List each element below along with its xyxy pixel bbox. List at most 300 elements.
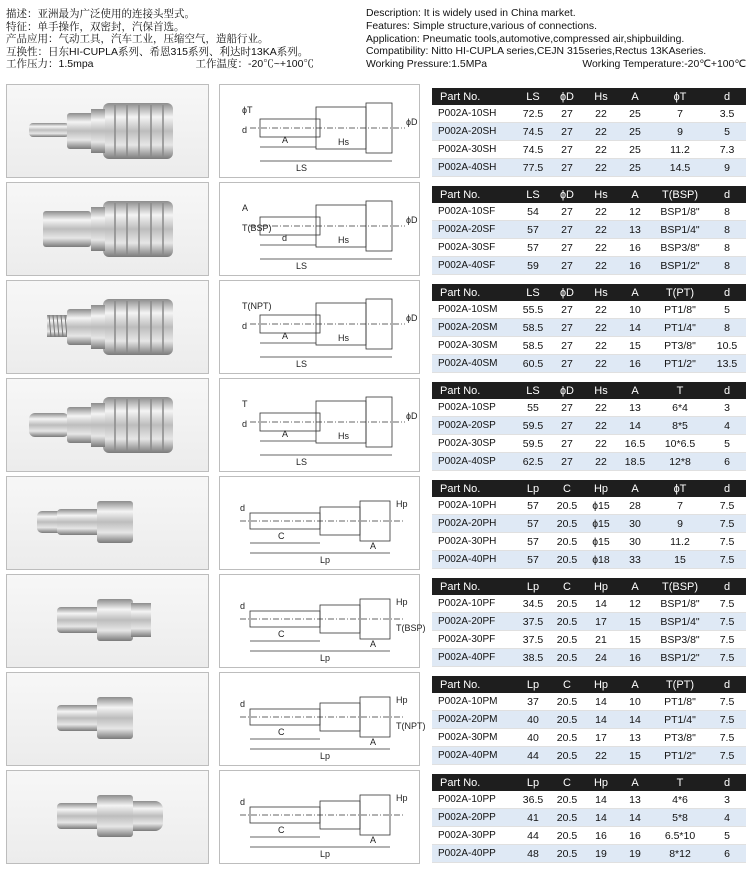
spec-table: [432, 774, 746, 863]
dimension-label: Lp: [320, 751, 331, 761]
column-header: Part No.: [432, 774, 516, 791]
dimension-label: Hs: [338, 431, 349, 441]
part-number-cell: P002A-30PP: [432, 827, 516, 845]
spec-cell: 8: [708, 257, 746, 275]
spec-cell: 77.5: [516, 159, 550, 177]
spec-cell: 25: [618, 105, 652, 123]
spec-cell: 17: [584, 613, 618, 631]
part-number-cell: P002A-40PM: [432, 747, 516, 765]
spec-cell: 16: [618, 239, 652, 257]
spec-cell: PT3/8": [652, 337, 708, 355]
dimension-label: T: [242, 399, 248, 409]
spec-table-header: [432, 382, 746, 399]
column-header: Part No.: [432, 676, 516, 693]
dimension-drawing: [219, 378, 420, 472]
spec-table-header: [432, 480, 746, 497]
spec-cell: 15: [618, 337, 652, 355]
table-row: [432, 239, 746, 257]
column-header: Part No.: [432, 284, 516, 301]
part-number-cell: P002A-30SM: [432, 337, 516, 355]
cn-compatibility: 互换性：日东HI-CUPLA系列、希恩315系列、利达时13KA系列。: [6, 45, 309, 58]
spec-cell: 20.5: [550, 613, 584, 631]
part-number-cell: P002A-30SF: [432, 239, 516, 257]
spec-cell: 15: [618, 613, 652, 631]
column-header: Part No.: [432, 382, 516, 399]
spec-cell: 25: [618, 141, 652, 159]
spec-cell: 11.2: [652, 533, 708, 551]
spec-table-header: [432, 284, 746, 301]
spec-cell: 27: [550, 435, 584, 453]
spec-table-header: [432, 88, 746, 105]
fitting-photo: [6, 280, 209, 374]
spec-cell: 20.5: [550, 747, 584, 765]
fitting-photo: [6, 378, 209, 472]
spec-cell: 7.5: [708, 729, 746, 747]
en-features: Features: Simple structure,various of connections.: [366, 20, 598, 32]
table-row: [432, 203, 746, 221]
spec-cell: 14: [618, 809, 652, 827]
column-header: d: [708, 774, 746, 791]
table-row: [432, 399, 746, 417]
table-row: [432, 123, 746, 141]
spec-cell: 22: [584, 355, 618, 373]
spec-cell: 44: [516, 827, 550, 845]
part-number-cell: P002A-40PP: [432, 845, 516, 863]
spec-cell: 58.5: [516, 319, 550, 337]
spec-table-header: [432, 676, 746, 693]
dimension-label: ɸD: [406, 313, 418, 323]
spec-cell: 20.5: [550, 845, 584, 863]
part-number-cell: P002A-20PH: [432, 515, 516, 533]
column-header: A: [618, 88, 652, 105]
spec-cell: PT1/8": [652, 301, 708, 319]
spec-cell: 7.5: [708, 551, 746, 569]
dimension-label: d: [282, 233, 288, 243]
part-number-cell: P002A-20SH: [432, 123, 516, 141]
technical-drawing-lines: [250, 201, 405, 259]
spec-cell: BSP3/8": [652, 239, 708, 257]
spec-cell: 3: [708, 791, 746, 809]
spec-cell: 22: [584, 453, 618, 471]
dimension-drawing: [219, 770, 420, 864]
column-header: T(PT): [652, 676, 708, 693]
en-application: Application: Pneumatic tools,automotive,compressed air,shipbuilding.: [366, 33, 685, 45]
dimension-drawing: [219, 476, 420, 570]
column-header: T: [652, 774, 708, 791]
column-header: Part No.: [432, 88, 516, 105]
table-row: [432, 747, 746, 765]
dimension-label: LS: [296, 163, 308, 173]
table-row: [432, 515, 746, 533]
spec-cell: 22: [584, 337, 618, 355]
spec-cell: 21: [584, 631, 618, 649]
dimension-label: A: [282, 429, 289, 439]
spec-cell: 44: [516, 747, 550, 765]
part-number-cell: P002A-10PF: [432, 595, 516, 613]
header-english: [366, 8, 746, 72]
spec-cell: 27: [550, 203, 584, 221]
dimension-drawing: [219, 182, 420, 276]
spec-cell: 22: [584, 747, 618, 765]
dimension-label: Lp: [320, 849, 331, 859]
dimension-label: LS: [296, 359, 308, 369]
column-header: C: [550, 480, 584, 497]
spec-cell: 5*8: [652, 809, 708, 827]
spec-cell: 30: [618, 533, 652, 551]
technical-drawing-lines: [250, 299, 405, 357]
spec-cell: 37.5: [516, 613, 550, 631]
part-number-cell: P002A-10PP: [432, 791, 516, 809]
part-number-cell: P002A-20SP: [432, 417, 516, 435]
spec-cell: 10: [618, 693, 652, 711]
cn-features: 特征：单手操作，双密封，汽保首选。: [6, 20, 185, 33]
column-header: Hs: [584, 382, 618, 399]
spec-cell: BSP1/8": [652, 203, 708, 221]
part-number-cell: P002A-10PH: [432, 497, 516, 515]
spec-cell: 57: [516, 497, 550, 515]
column-header: A: [618, 774, 652, 791]
column-header: T(BSP): [652, 186, 708, 203]
spec-cell: 14.5: [652, 159, 708, 177]
table-row: [432, 159, 746, 177]
spec-cell: 13.5: [708, 355, 746, 373]
spec-cell: 9: [708, 159, 746, 177]
fitting-photo: [6, 574, 209, 668]
en-pressure: Working Pressure:1.5MPa: [366, 59, 488, 71]
spec-cell: 8: [708, 221, 746, 239]
part-number-cell: P002A-20PF: [432, 613, 516, 631]
fitting-photo-shape: [43, 201, 173, 257]
dimension-drawing: [219, 84, 420, 178]
spec-cell: 74.5: [516, 141, 550, 159]
column-header: A: [618, 186, 652, 203]
part-number-cell: P002A-20SM: [432, 319, 516, 337]
dimension-label: Lp: [320, 555, 331, 565]
part-number-cell: P002A-10PM: [432, 693, 516, 711]
spec-cell: ɸ18: [584, 551, 618, 569]
dimension-label: A: [370, 639, 377, 649]
table-row: [432, 337, 746, 355]
spec-cell: 5: [708, 827, 746, 845]
spec-cell: 7: [652, 105, 708, 123]
spec-cell: 10*6.5: [652, 435, 708, 453]
dimension-label: A: [370, 835, 377, 845]
spec-cell: 14: [618, 417, 652, 435]
spec-cell: 7.5: [708, 533, 746, 551]
fitting-photo-shape: [57, 599, 151, 641]
spec-cell: PT1/2": [652, 747, 708, 765]
spec-cell: 7.5: [708, 515, 746, 533]
spec-cell: 57: [516, 533, 550, 551]
product-row: [0, 378, 750, 474]
spec-cell: 22: [584, 105, 618, 123]
column-header: ɸD: [550, 382, 584, 399]
part-number-cell: P002A-30SP: [432, 435, 516, 453]
column-header: d: [708, 578, 746, 595]
technical-drawing-lines: [240, 599, 405, 651]
dimension-drawing: [219, 574, 426, 668]
spec-cell: 30: [618, 515, 652, 533]
fitting-photo: [6, 182, 209, 276]
table-row: [432, 301, 746, 319]
column-header: Hs: [584, 186, 618, 203]
spec-cell: 27: [550, 355, 584, 373]
column-header: Hp: [584, 774, 618, 791]
spec-cell: 5: [708, 301, 746, 319]
part-number-cell: P002A-20SF: [432, 221, 516, 239]
table-row: [432, 711, 746, 729]
column-header: Hp: [584, 676, 618, 693]
table-row: [432, 417, 746, 435]
en-description: Description: It is widely used in China market.: [366, 8, 576, 19]
spec-cell: 27: [550, 399, 584, 417]
product-row: [0, 84, 750, 180]
fitting-photo: [6, 476, 209, 570]
spec-cell: 20.5: [550, 711, 584, 729]
spec-cell: 24: [584, 649, 618, 667]
column-header: Hs: [584, 88, 618, 105]
dimension-label: C: [278, 629, 285, 639]
spec-cell: 57: [516, 239, 550, 257]
spec-cell: 3.5: [708, 105, 746, 123]
spec-cell: 3: [708, 399, 746, 417]
column-header: Lp: [516, 774, 550, 791]
column-header: Hp: [584, 578, 618, 595]
spec-cell: ɸ15: [584, 515, 618, 533]
spec-cell: 7.3: [708, 141, 746, 159]
part-number-cell: P002A-10SM: [432, 301, 516, 319]
fitting-photo-shape: [57, 697, 133, 739]
dimension-label: T(NPT): [396, 721, 426, 731]
fitting-photo-shape: [47, 299, 173, 355]
spec-cell: 55: [516, 399, 550, 417]
spec-cell: 74.5: [516, 123, 550, 141]
dimension-label: d: [240, 601, 246, 611]
table-row: [432, 845, 746, 863]
spec-cell: 57: [516, 515, 550, 533]
spec-cell: 57: [516, 221, 550, 239]
technical-drawing-lines: [250, 103, 405, 161]
spec-cell: 40: [516, 711, 550, 729]
dimension-label: A: [282, 331, 289, 341]
spec-cell: 38.5: [516, 649, 550, 667]
table-row: [432, 551, 746, 569]
product-row: [0, 770, 750, 866]
column-header: C: [550, 676, 584, 693]
column-header: C: [550, 774, 584, 791]
spec-cell: 27: [550, 417, 584, 435]
column-header: A: [618, 284, 652, 301]
spec-cell: 27: [550, 301, 584, 319]
table-row: [432, 453, 746, 471]
spec-cell: 13: [618, 729, 652, 747]
spec-cell: 27: [550, 105, 584, 123]
column-header: T(PT): [652, 284, 708, 301]
en-compatibility: Compatibility: Nitto HI-CUPLA series,CEJN 315series,Rectus 13KAseries.: [366, 46, 707, 58]
part-number-cell: P002A-40SF: [432, 257, 516, 275]
spec-cell: 13: [618, 791, 652, 809]
spec-cell: PT1/2": [652, 355, 708, 373]
spec-cell: 20.5: [550, 595, 584, 613]
fitting-photo-shape: [57, 795, 163, 837]
table-row: [432, 649, 746, 667]
dimension-label: d: [240, 699, 246, 709]
spec-cell: 41: [516, 809, 550, 827]
dimension-label: Hp: [396, 499, 408, 509]
spec-cell: BSP1/4": [652, 221, 708, 239]
spec-table: [432, 186, 746, 275]
spec-cell: 20.5: [550, 497, 584, 515]
spec-cell: 6: [708, 453, 746, 471]
dimension-label: ɸT: [242, 105, 253, 115]
part-number-cell: P002A-40SM: [432, 355, 516, 373]
dimension-label: ɸD: [406, 215, 418, 225]
spec-cell: 27: [550, 141, 584, 159]
spec-cell: 37.5: [516, 631, 550, 649]
spec-header: [0, 0, 750, 78]
spec-cell: 27: [550, 123, 584, 141]
spec-cell: 27: [550, 257, 584, 275]
spec-cell: 8: [708, 203, 746, 221]
technical-drawing-lines: [250, 397, 405, 455]
spec-cell: 20.5: [550, 809, 584, 827]
spec-cell: PT1/4": [652, 319, 708, 337]
spec-cell: 20.5: [550, 533, 584, 551]
spec-cell: 57: [516, 551, 550, 569]
spec-cell: 20.5: [550, 649, 584, 667]
column-header: A: [618, 382, 652, 399]
spec-cell: 22: [584, 257, 618, 275]
spec-cell: 27: [550, 159, 584, 177]
spec-cell: 22: [584, 319, 618, 337]
spec-cell: 59: [516, 257, 550, 275]
spec-cell: 16: [618, 827, 652, 845]
dimension-label: A: [370, 737, 377, 747]
spec-cell: 22: [584, 123, 618, 141]
en-working-conditions: [366, 59, 746, 72]
spec-cell: 40: [516, 729, 550, 747]
part-number-cell: P002A-30PM: [432, 729, 516, 747]
part-number-cell: P002A-10SH: [432, 105, 516, 123]
dimension-label: d: [242, 321, 248, 331]
table-row: [432, 729, 746, 747]
table-row: [432, 319, 746, 337]
spec-cell: 8: [708, 239, 746, 257]
spec-cell: 16: [584, 827, 618, 845]
dimension-label: Hs: [338, 235, 349, 245]
dimension-label: T(BSP): [396, 623, 426, 633]
part-number-cell: P002A-40PF: [432, 649, 516, 667]
spec-cell: 12: [618, 595, 652, 613]
dimension-label: T(BSP): [242, 223, 272, 233]
spec-cell: 55.5: [516, 301, 550, 319]
fitting-photo: [6, 672, 209, 766]
spec-cell: 13: [618, 399, 652, 417]
spec-cell: BSP1/4": [652, 613, 708, 631]
column-header: Lp: [516, 480, 550, 497]
spec-cell: 58.5: [516, 337, 550, 355]
spec-cell: ɸ15: [584, 497, 618, 515]
product-row: [0, 280, 750, 376]
cn-temperature: 工作温度：-20℃~+100℃: [195, 58, 314, 71]
dimension-label: A: [282, 135, 289, 145]
dimension-label: A: [242, 203, 249, 213]
spec-cell: 22: [584, 399, 618, 417]
column-header: Part No.: [432, 480, 516, 497]
spec-cell: 20.5: [550, 827, 584, 845]
spec-cell: 22: [584, 239, 618, 257]
dimension-label: C: [278, 727, 285, 737]
column-header: LS: [516, 284, 550, 301]
spec-cell: 22: [584, 203, 618, 221]
spec-cell: BSP1/8": [652, 595, 708, 613]
spec-cell: 14: [584, 711, 618, 729]
spec-cell: 27: [550, 319, 584, 337]
spec-cell: 20.5: [550, 515, 584, 533]
spec-cell: 22: [584, 221, 618, 239]
column-header: Part No.: [432, 578, 516, 595]
spec-table: [432, 284, 746, 373]
dimension-label: C: [278, 531, 285, 541]
column-header: Hs: [584, 284, 618, 301]
spec-cell: 4: [708, 417, 746, 435]
spec-cell: 12: [618, 203, 652, 221]
spec-cell: 15: [618, 631, 652, 649]
spec-cell: 5: [708, 435, 746, 453]
spec-cell: 20.5: [550, 791, 584, 809]
spec-cell: 7.5: [708, 613, 746, 631]
dimension-label: ɸD: [406, 411, 418, 421]
spec-cell: 19: [584, 845, 618, 863]
dimension-label: T(NPT): [242, 301, 272, 311]
dimension-label: Lp: [320, 653, 331, 663]
table-row: [432, 791, 746, 809]
spec-cell: 7.5: [708, 693, 746, 711]
cn-application: 产品应用：气动工具，汽车工业，压缩空气，造船行业。: [6, 33, 269, 46]
spec-cell: 14: [584, 809, 618, 827]
spec-cell: 54: [516, 203, 550, 221]
part-number-cell: P002A-40SH: [432, 159, 516, 177]
spec-cell: 7: [652, 497, 708, 515]
spec-cell: 7.5: [708, 711, 746, 729]
spec-cell: 14: [584, 693, 618, 711]
spec-cell: 16: [618, 649, 652, 667]
spec-cell: 11.2: [652, 141, 708, 159]
part-number-cell: P002A-30PF: [432, 631, 516, 649]
dimension-label: LS: [296, 457, 308, 467]
spec-cell: 15: [652, 551, 708, 569]
spec-cell: 20.5: [550, 729, 584, 747]
spec-cell: 28: [618, 497, 652, 515]
spec-cell: 60.5: [516, 355, 550, 373]
table-row: [432, 435, 746, 453]
table-row: [432, 533, 746, 551]
table-row: [432, 355, 746, 373]
table-row: [432, 613, 746, 631]
column-header: d: [708, 480, 746, 497]
spec-cell: 13: [618, 221, 652, 239]
spec-cell: 22: [584, 301, 618, 319]
table-row: [432, 141, 746, 159]
table-row: [432, 595, 746, 613]
spec-cell: 27: [550, 239, 584, 257]
part-number-cell: P002A-30PH: [432, 533, 516, 551]
dimension-label: A: [370, 541, 377, 551]
spec-cell: 72.5: [516, 105, 550, 123]
column-header: T: [652, 382, 708, 399]
dimension-label: Hp: [396, 695, 408, 705]
dimension-label: d: [240, 797, 246, 807]
